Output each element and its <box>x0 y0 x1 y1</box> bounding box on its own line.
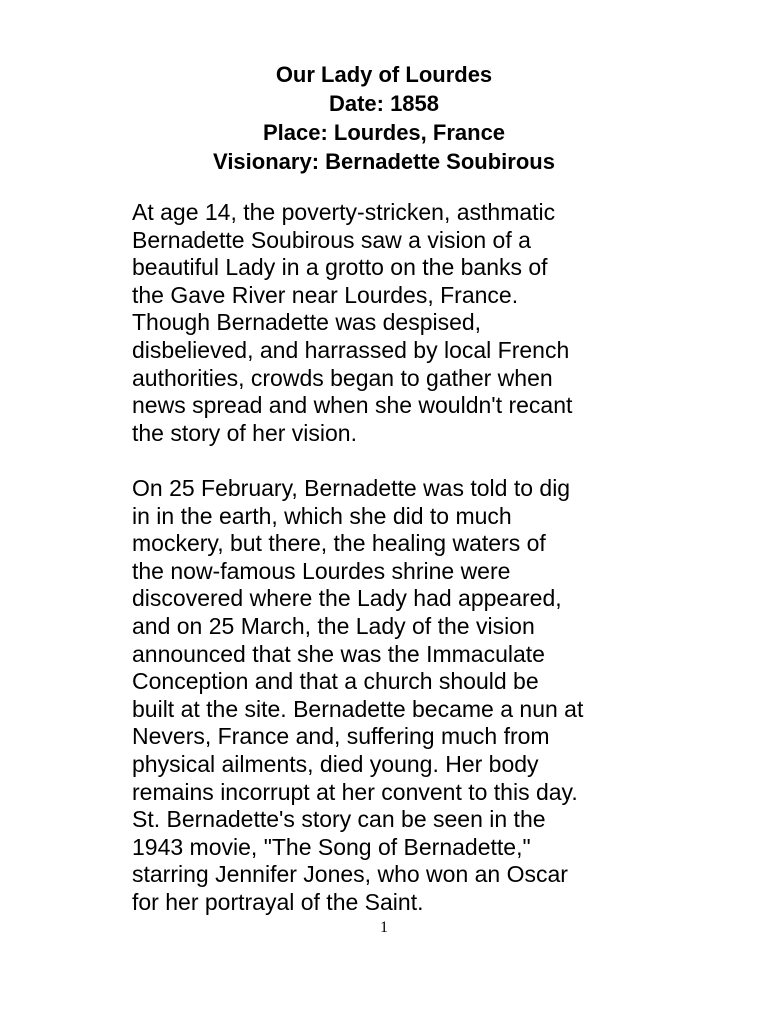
document-heading <box>0 60 768 176</box>
date-line: Date: 1858 <box>328 91 440 116</box>
text-line: the now-famous Lourdes shrine were <box>132 557 511 584</box>
text-line: built at the site. Bernadette became a nun at <box>132 695 584 722</box>
text-line: for her portrayal of the Saint. <box>132 888 424 915</box>
paragraph-2 <box>132 475 672 917</box>
text-line: the story of her vision. <box>132 419 357 446</box>
text-line: remains incorrupt at her convent to this day. <box>132 778 578 805</box>
text-line: authorities, crowds began to gather when <box>132 364 553 391</box>
text-line: mockery, but there, the healing waters of <box>132 530 546 557</box>
text-line: 1943 movie, "The Song of Bernadette," <box>132 833 531 860</box>
text-line: discovered where the Lady had appeared, <box>132 585 562 612</box>
text-line: starring Jennifer Jones, who won an Oscar <box>132 861 568 888</box>
text-line: On 25 February, Bernadette was told to dig <box>132 475 571 501</box>
text-line: news spread and when she wouldn't recant <box>132 392 573 419</box>
text-line: announced that she was the Immaculate <box>132 640 545 667</box>
text-line: Conception and that a church should be <box>132 668 539 695</box>
page-number: 1 <box>380 919 388 936</box>
text-line: beautiful Lady in a grotto on the banks of <box>132 254 548 281</box>
place-line: Place: Lourdes, France <box>262 120 506 145</box>
text-line: disbelieved, and harrassed by local French <box>132 336 570 363</box>
text-line: and on 25 March, the Lady of the vision <box>132 612 535 639</box>
text-line: At age 14, the poverty-stricken, asthmatic <box>132 199 556 225</box>
text-line: physical ailments, died young. Her body <box>132 750 539 777</box>
text-line: St. Bernadette's story can be seen in the <box>132 806 546 833</box>
text-line: the Gave River near Lourdes, France. <box>132 281 519 308</box>
text-line: in in the earth, which she did to much <box>132 502 512 529</box>
text-line: Though Bernadette was despised, <box>132 309 482 336</box>
text-line: Nevers, France and, suffering much from <box>132 723 550 750</box>
document-title: Our Lady of Lourdes <box>275 62 493 87</box>
text-line: Bernadette Soubirous saw a vision of a <box>132 226 531 253</box>
visionary-line: Visionary: Bernadette Soubirous <box>213 149 555 174</box>
paragraph-1 <box>132 199 672 447</box>
